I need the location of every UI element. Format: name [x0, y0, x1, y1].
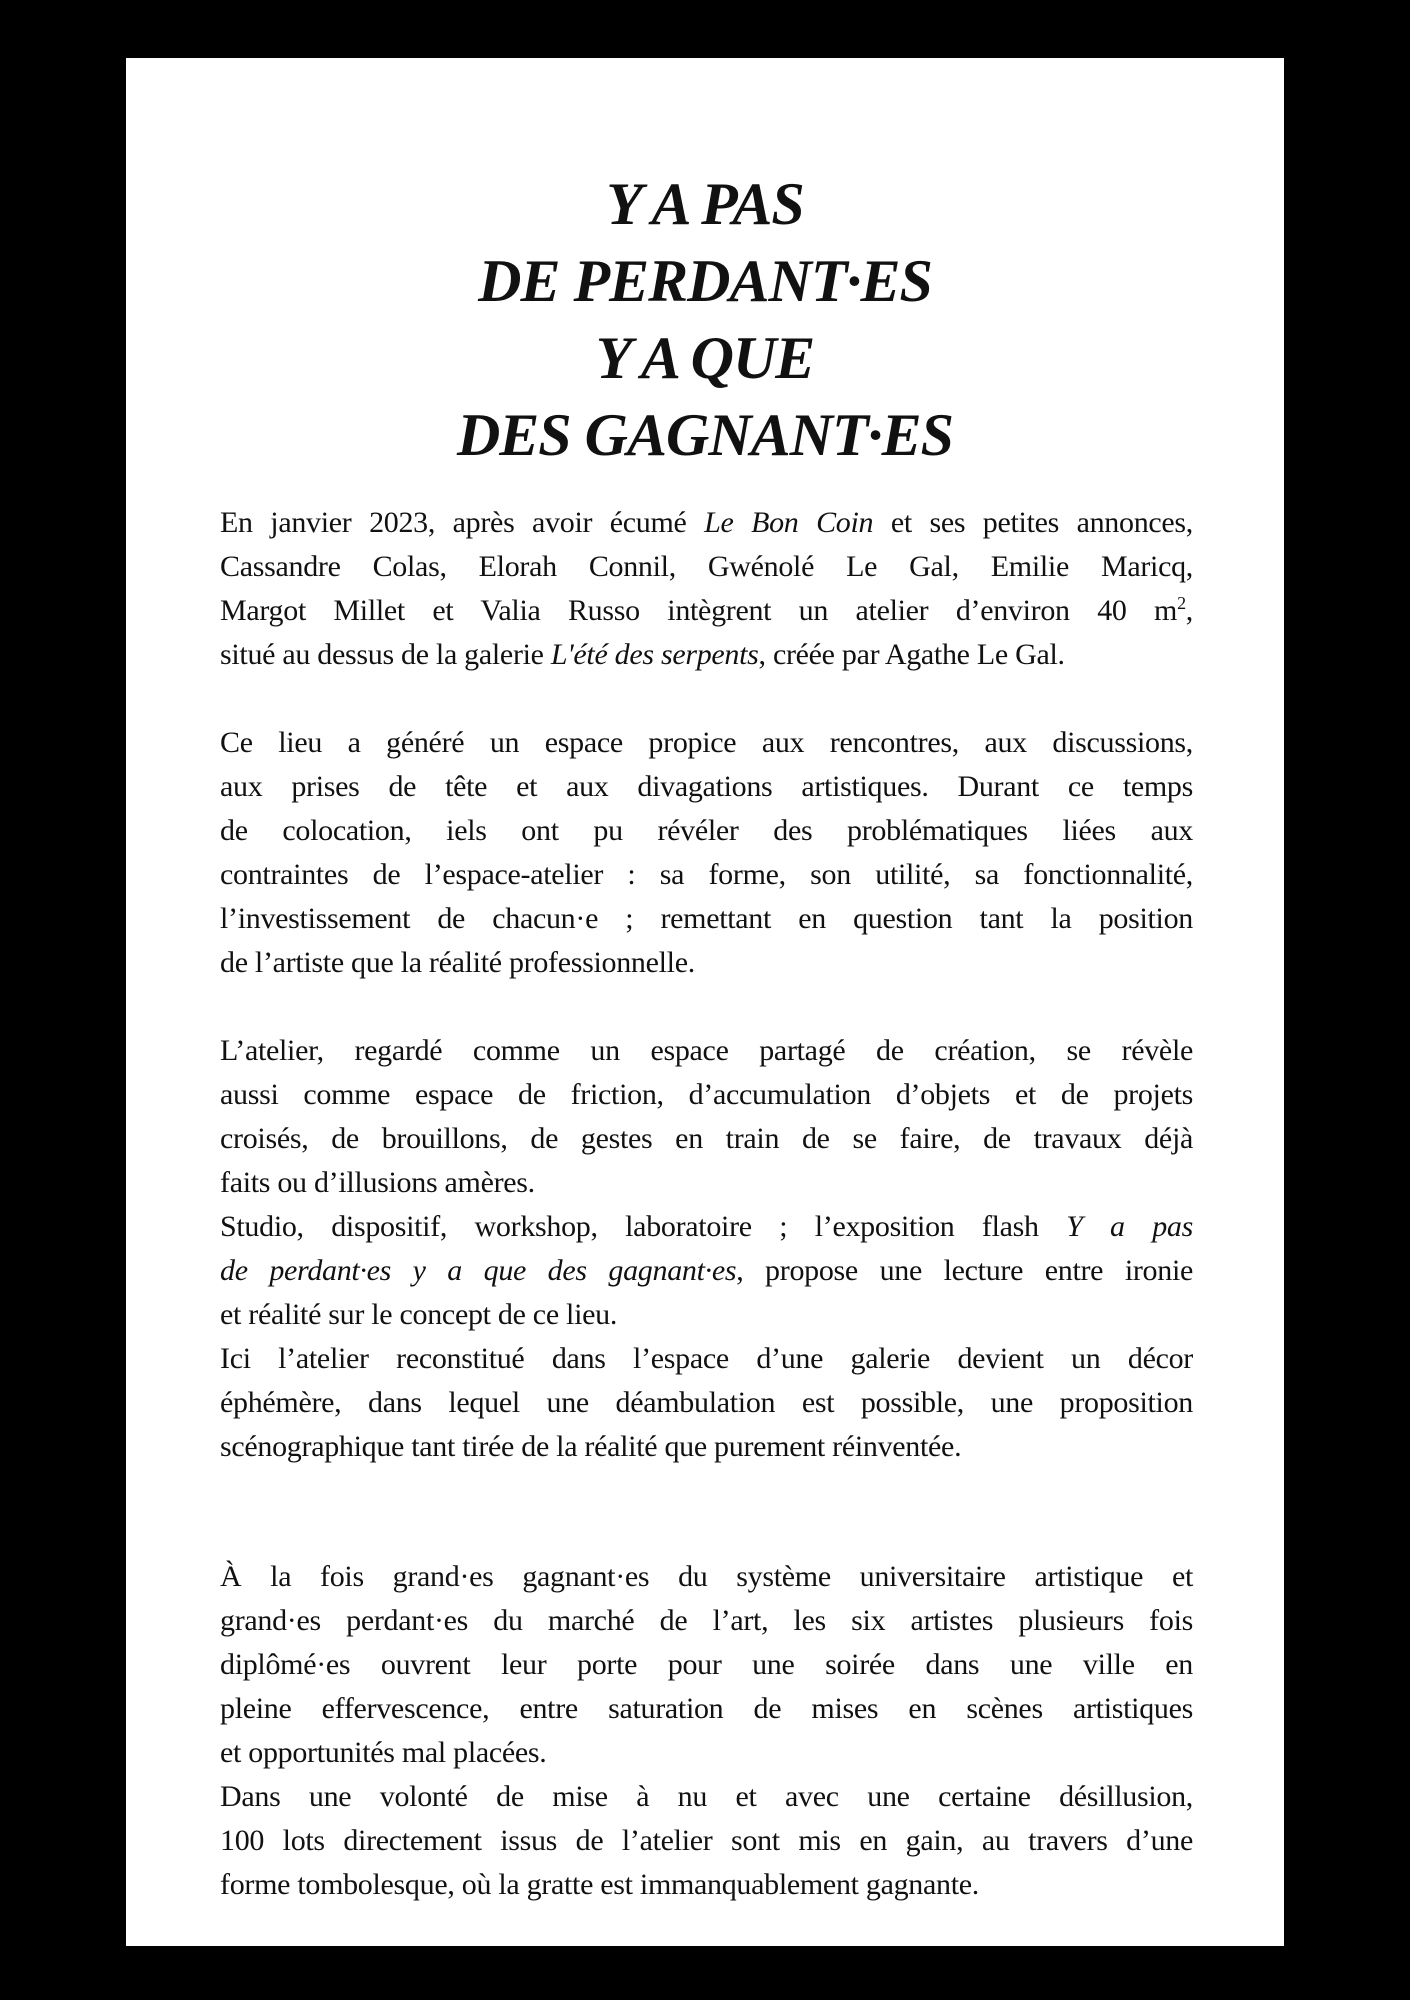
- text-line: [220, 765, 1193, 809]
- text-line: [220, 853, 1193, 897]
- text-segment: Margot Millet et Valia Russo intègrent un atelier d’environ 40 m: [220, 594, 1178, 627]
- text-line: [220, 941, 1193, 985]
- text-segment: Cassandre Colas, Elorah Connil, Gwénolé Le Gal, Emilie Maricq,: [220, 550, 1193, 583]
- text-line: [220, 1293, 1193, 1337]
- paragraph: [220, 1029, 1193, 1469]
- text-line: [220, 1073, 1193, 1117]
- text-line: [220, 1029, 1193, 1073]
- text-segment: En janvier 2023, après avoir écumé: [220, 506, 705, 539]
- title-line: DE PERDANT·ES: [478, 248, 932, 314]
- title-line: DES GAGNANT·ES: [456, 402, 954, 468]
- text-line: [220, 721, 1193, 765]
- title-line: Y A QUE: [595, 325, 815, 391]
- text-line: [220, 1863, 1193, 1907]
- text-line: [220, 1161, 1193, 1205]
- text-segment: scénographique tant tirée de la réalité que purement réinventée.: [220, 1430, 962, 1463]
- superscript: 2: [1177, 593, 1186, 613]
- italic-text: L'été des serpents: [550, 638, 759, 671]
- text-segment: Ici l’atelier reconstitué dans l’espace d’une galerie devient un décor: [220, 1342, 1193, 1375]
- paragraph: [220, 1555, 1193, 1907]
- text-segment: 100 lots directement issus de l’atelier sont mis en gain, au travers d’une: [220, 1824, 1193, 1857]
- text-line: [220, 633, 1193, 677]
- text-segment: de colocation, iels ont pu révéler des problématiques liées aux: [220, 814, 1193, 847]
- text-segment: et réalité sur le concept de ce lieu.: [220, 1298, 618, 1331]
- text-line: [220, 1117, 1193, 1161]
- text-line: [220, 1205, 1193, 1249]
- text-segment: grand·es perdant·es du marché de l’art, les six artistes plusieurs fois: [220, 1604, 1193, 1637]
- italic-text: de perdant·es y a que des gagnant·es: [220, 1254, 737, 1287]
- text-segment: , propose une lecture entre ironie: [736, 1254, 1193, 1287]
- text-line: [220, 809, 1193, 853]
- text-segment: situé au dessus de la galerie: [220, 638, 551, 671]
- text-line: [220, 897, 1193, 941]
- text-line: [220, 1337, 1193, 1381]
- text-segment: l’investissement de chacun·e ; remettant en question tant la position: [220, 902, 1193, 935]
- text-line: [220, 1555, 1193, 1599]
- text-segment: et ses petites annonces,: [873, 506, 1194, 539]
- text-line: [220, 1599, 1193, 1643]
- title-line: Y A PAS: [606, 171, 804, 237]
- text-line: [220, 589, 1193, 633]
- text-line: [220, 1249, 1193, 1293]
- text-segment: Dans une volonté de mise à nu et avec une certaine désillusion,: [220, 1780, 1193, 1813]
- italic-text: Le Bon Coin: [704, 506, 874, 539]
- italic-text: Y a pas: [1066, 1210, 1193, 1243]
- text-segment: de l’artiste que la réalité professionnelle.: [220, 946, 695, 979]
- text-line: [220, 1643, 1193, 1687]
- paragraph: [220, 501, 1193, 677]
- text-segment: , créée par Agathe Le Gal.: [758, 638, 1065, 671]
- text-segment: croisés, de brouillons, de gestes en train de se faire, de travaux déjà: [220, 1122, 1193, 1155]
- text-line: [220, 1819, 1193, 1863]
- text-segment: pleine effervescence, entre saturation de mises en scènes artistiques: [220, 1692, 1193, 1725]
- text-line: [220, 1775, 1193, 1819]
- text-segment: aussi comme espace de friction, d’accumulation d’objets et de projets: [220, 1078, 1193, 1111]
- document-page: [126, 58, 1284, 1946]
- text-segment: forme tombolesque, où la gratte est immanquablement gagnante.: [220, 1868, 979, 1901]
- text-segment: ,: [1185, 594, 1193, 627]
- text-segment: aux prises de tête et aux divagations artistiques. Durant ce temps: [220, 770, 1193, 803]
- text-segment: et opportunités mal placées.: [220, 1736, 547, 1769]
- document-body: [220, 501, 1193, 1907]
- text-segment: diplômé·es ouvrent leur porte pour une soirée dans une ville en: [220, 1648, 1193, 1681]
- document-title: [126, 166, 1284, 474]
- text-line: [220, 1425, 1193, 1469]
- text-segment: L’atelier, regardé comme un espace partagé de création, se révèle: [220, 1034, 1193, 1067]
- text-line: [220, 1381, 1193, 1425]
- text-line: [220, 1687, 1193, 1731]
- paragraph: [220, 721, 1193, 985]
- text-segment: éphémère, dans lequel une déambulation est possible, une proposition: [220, 1386, 1193, 1419]
- text-segment: Ce lieu a généré un espace propice aux rencontres, aux discussions,: [220, 726, 1193, 759]
- text-line: [220, 501, 1193, 545]
- text-segment: Studio, dispositif, workshop, laboratoire ; l’exposition flash: [220, 1210, 1067, 1243]
- text-line: [220, 545, 1193, 589]
- text-segment: faits ou d’illusions amères.: [220, 1166, 535, 1199]
- text-segment: À la fois grand·es gagnant·es du système universitaire artistique et: [220, 1560, 1193, 1593]
- text-segment: contraintes de l’espace-atelier : sa forme, son utilité, sa fonctionnalité,: [220, 858, 1193, 891]
- text-line: [220, 1731, 1193, 1775]
